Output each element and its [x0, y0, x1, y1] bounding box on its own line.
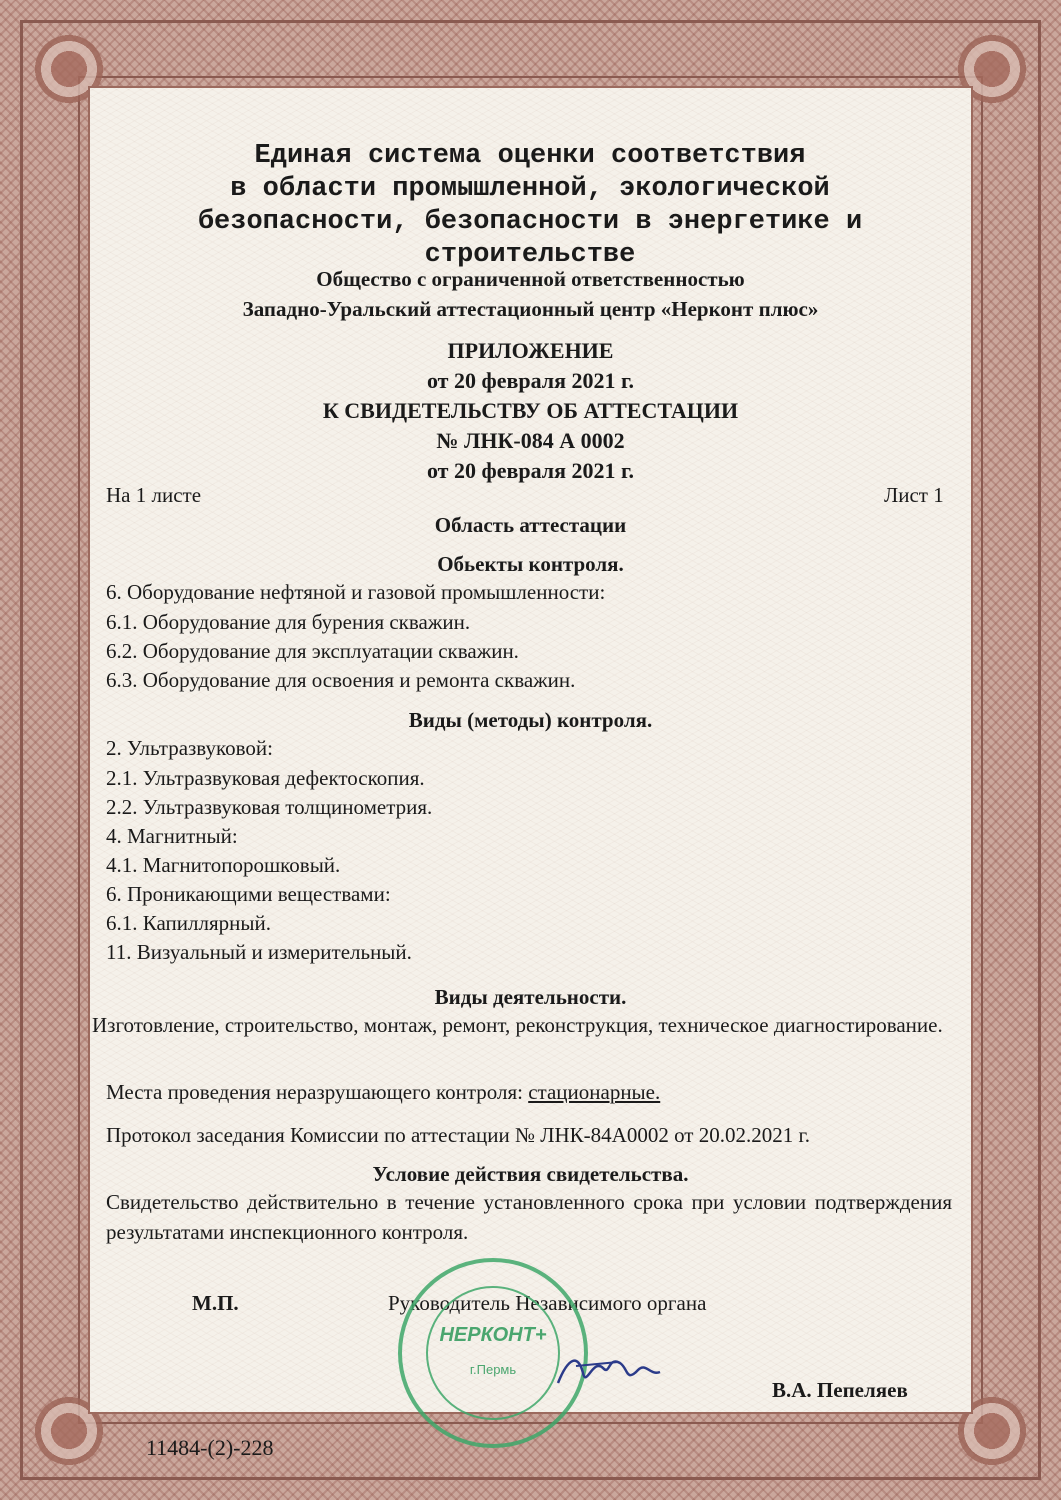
objects-title: Обьекты контроля. — [437, 552, 624, 576]
stamp-inner-ring — [426, 1286, 560, 1420]
stamp-logo: НЕРКОНТ+ — [439, 1324, 547, 1346]
org-line-1: Общество с ограниченной ответственностью — [316, 267, 745, 291]
methods-item: 2.2. Ультразвуковая толщинометрия. — [106, 795, 433, 819]
condition-text: Свидетельство действительно в течение установленного срока при условии подтверждения результатами инспекционного контроля. — [106, 1190, 952, 1244]
stamp-city: г.Пермь — [469, 1362, 517, 1377]
objects-item: 6.1. Оборудование для бурения скважин. — [106, 610, 471, 634]
activities-text: Изготовление, строительство, монтаж, ремонт, реконструкция, техническое диагностирование. — [92, 1013, 943, 1037]
certificate-title: К СВИДЕТЕЛЬСТВУ ОБ АТТЕСТАЦИИ — [322, 398, 739, 423]
seal-place-label: М.П. — [192, 1291, 239, 1315]
annex-title: ПРИЛОЖЕНИЕ — [447, 338, 614, 363]
objects-item: 6.2. Оборудование для эксплуатации скважин. — [106, 639, 519, 663]
sheet-count: На 1 листе — [106, 483, 202, 507]
activities-title: Виды деятельности. — [434, 985, 627, 1009]
methods-item: 4.1. Магнитопорошковый. — [106, 853, 341, 877]
signatory-role: Руководитель Независимого органа — [388, 1291, 707, 1315]
system-title-line: строительстве — [424, 240, 636, 270]
organization-name — [100, 264, 961, 324]
annex-date: от 20 февраля 2021 г. — [426, 368, 635, 393]
methods-item: 6.1. Капиллярный. — [106, 911, 271, 935]
objects-item: 6.3. Оборудование для освоения и ремонта скважин. — [106, 668, 576, 692]
system-title-line: Единая система оценки соответствия — [254, 141, 806, 171]
org-line-2: Западно-Уральский аттестационный центр «Нерконт плюс» — [242, 297, 819, 321]
methods-item: 6. Проникающими веществами: — [106, 882, 391, 906]
objects-item: 6. Оборудование нефтяной и газовой промышленности: — [106, 580, 606, 604]
form-number: 11484-(2)-228 — [146, 1435, 274, 1460]
handwritten-signature — [548, 1348, 668, 1393]
sheet-number: Лист 1 — [884, 483, 944, 507]
protocol-line: Протокол заседания Комиссии по аттестации № ЛНК-84А0002 от 20.02.2021 г. — [106, 1123, 810, 1147]
places-value: стационарные. — [528, 1080, 661, 1104]
methods-item: 2. Ультразвуковой: — [106, 736, 273, 760]
methods-title: Виды (методы) контроля. — [408, 708, 653, 732]
annex-title-block — [100, 336, 961, 486]
signatory-name: В.А. Пепеляев — [772, 1378, 908, 1402]
methods-item: 2.1. Ультразвуковая дефектоскопия. — [106, 766, 425, 790]
condition-title: Условие действия свидетельства. — [372, 1162, 689, 1186]
certificate-number: № ЛНК-084 А 0002 — [436, 428, 625, 453]
scope-title: Область аттестации — [434, 513, 627, 537]
system-title — [140, 140, 920, 272]
system-title-line: безопасности, безопасности в энергетике и — [197, 207, 863, 237]
places-line — [106, 1078, 660, 1106]
methods-item: 11. Визуальный и измерительный. — [106, 940, 412, 964]
methods-item: 4. Магнитный: — [106, 824, 238, 848]
certificate-date: от 20 февраля 2021 г. — [426, 458, 635, 483]
system-title-line: в области промышленной, экологической — [230, 174, 830, 204]
places-label: Места проведения неразрушающего контроля: — [106, 1080, 523, 1104]
